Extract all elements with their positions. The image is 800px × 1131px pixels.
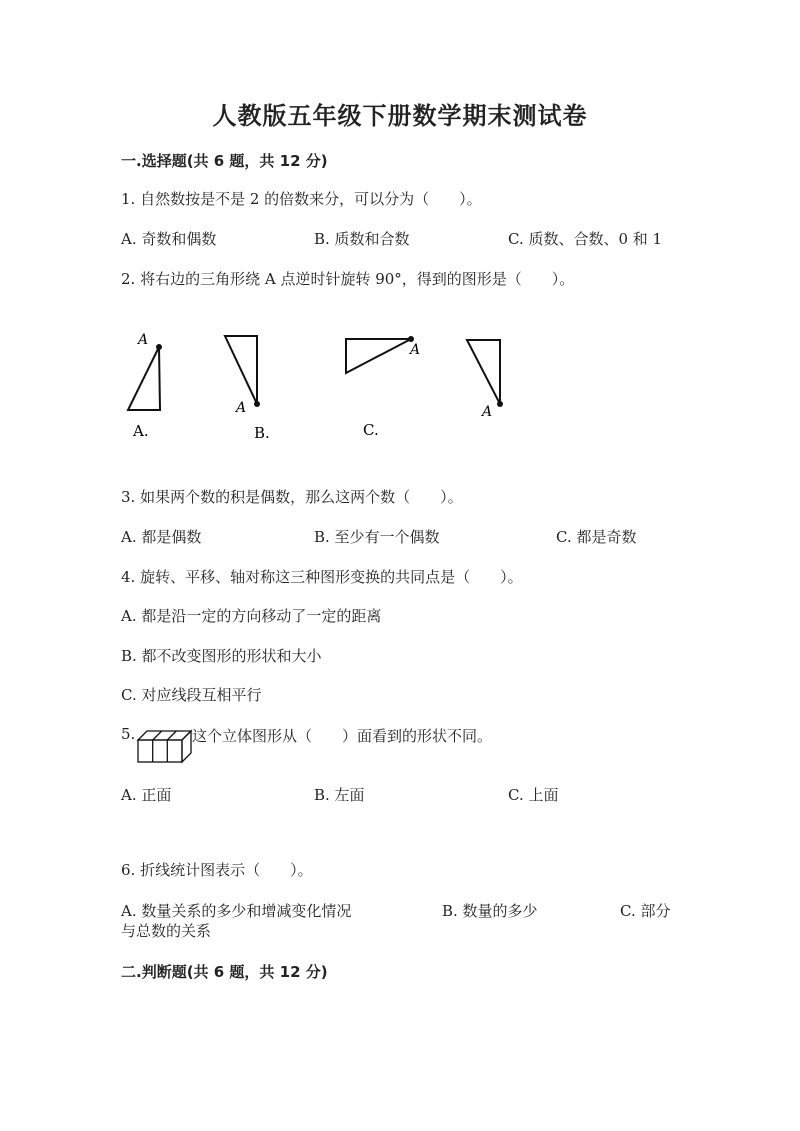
section-heading-judgment: 二.判断题(共 6 题，共 12 分): [121, 963, 328, 981]
q4-option-a: A. 都是沿一定的方向移动了一定的距离: [121, 607, 382, 625]
q6-option-c: C. 部分: [620, 902, 671, 920]
page-title: 人教版五年级下册数学期末测试卷: [212, 102, 588, 130]
original-triangle: [128, 332, 162, 410]
question-1: 1. 自然数按是不是 2 的倍数来分，可以分为（ ）。: [121, 190, 482, 208]
figure-option-b: [346, 336, 420, 373]
figure-label-a: A.: [133, 422, 149, 440]
q3-option-b: B. 至少有一个偶数: [314, 528, 440, 546]
point-label: A: [482, 404, 493, 420]
q3-option-a: A. 都是偶数: [121, 528, 202, 546]
q1-option-a: A. 奇数和偶数: [121, 230, 217, 248]
q5-option-c: C. 上面: [508, 786, 559, 804]
figure-label-c: C.: [363, 421, 379, 439]
figure-option-c: [467, 340, 503, 420]
question-5: 这个立体图形从（ ）面看到的形状不同。: [192, 727, 493, 745]
q6-option-a-continued: 与总数的关系: [121, 922, 212, 940]
q3-option-c: C. 都是奇数: [556, 528, 637, 546]
figure-option-a: [225, 336, 260, 416]
figure-label-b: B.: [254, 424, 270, 442]
section-heading-choice: 一.选择题(共 6 题，共 12 分): [121, 152, 328, 170]
point-label: A: [410, 342, 421, 358]
question-5-number: 5.: [121, 725, 136, 743]
rotation-figures: [0, 320, 800, 450]
question-6: 6. 折线统计图表示（ ）。: [121, 861, 313, 879]
q5-option-a: A. 正面: [121, 786, 172, 804]
q5-option-b: B. 左面: [314, 786, 365, 804]
q4-option-b: B. 都不改变图形的形状和大小: [121, 647, 322, 665]
q6-option-b: B. 数量的多少: [442, 902, 538, 920]
cube-stack-figure: [136, 728, 194, 764]
point-label: A: [138, 332, 149, 348]
q4-option-c: C. 对应线段互相平行: [121, 686, 262, 704]
q1-option-c: C. 质数、合数、0 和 1: [508, 230, 663, 248]
question-4: 4. 旋转、平移、轴对称这三种图形变换的共同点是（ ）。: [121, 568, 523, 586]
q6-option-a: A. 数量关系的多少和增减变化情况: [121, 902, 352, 920]
question-2: 2. 将右边的三角形绕 A 点逆时针旋转 90°，得到的图形是（ ）。: [121, 270, 575, 288]
question-3: 3. 如果两个数的积是偶数，那么这两个数（ ）。: [121, 488, 463, 506]
q1-option-b: B. 质数和合数: [314, 230, 410, 248]
point-label: A: [236, 400, 247, 416]
